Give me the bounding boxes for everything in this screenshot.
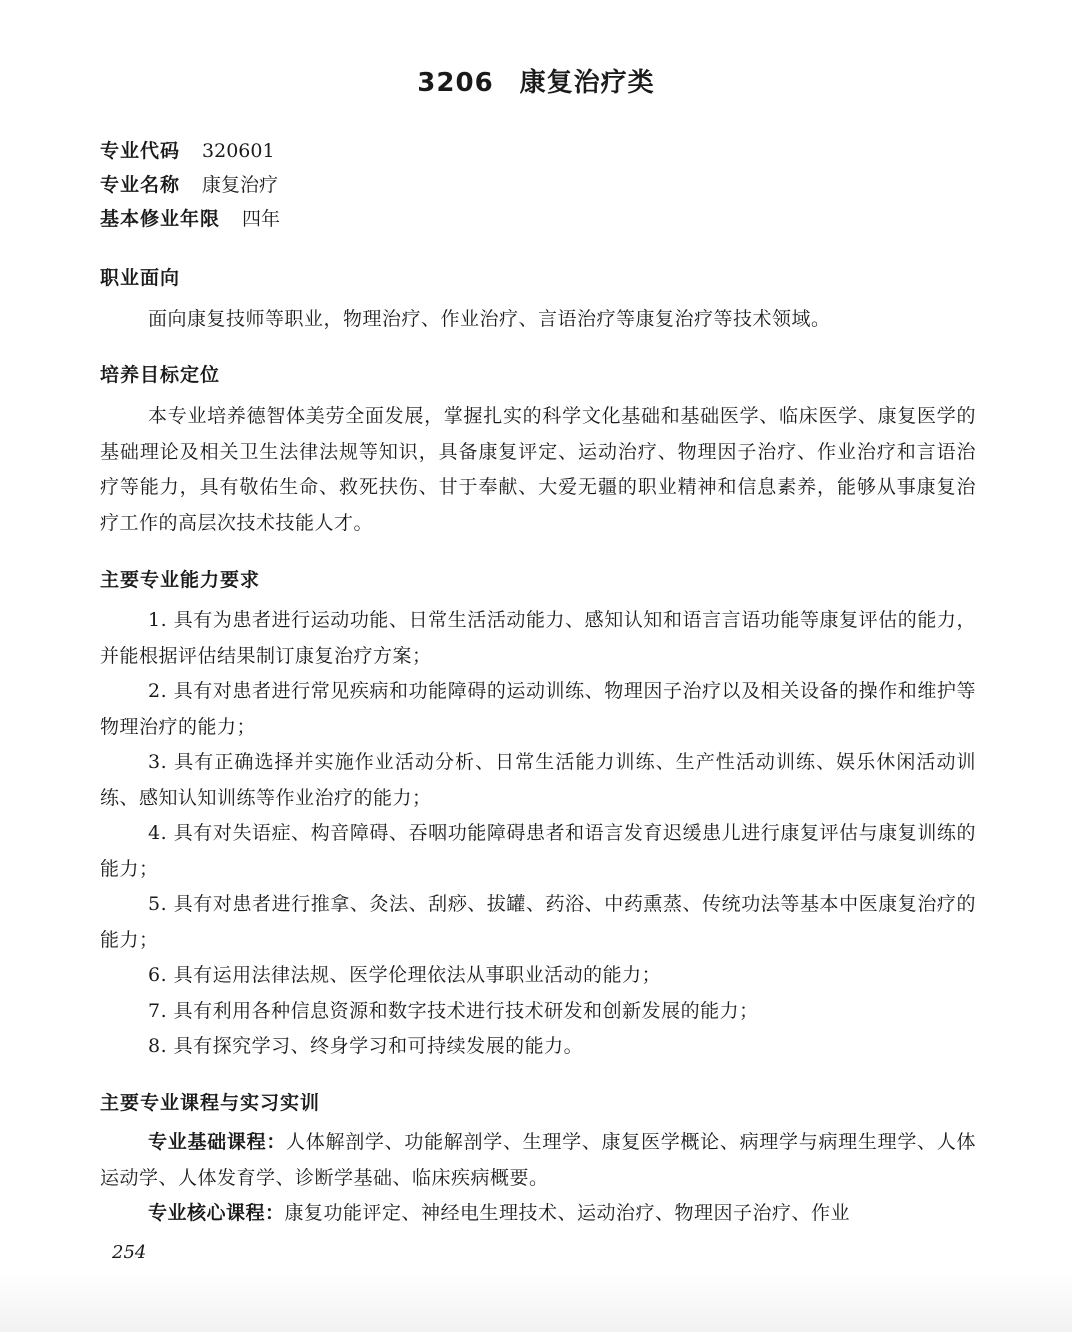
core-courses	[100, 1196, 976, 1232]
meta-value: 320601	[202, 140, 275, 162]
basic-courses-label: 专业基础课程：	[148, 1131, 287, 1153]
ability-item: 4. 具有对失语症、构音障碍、吞咽功能障碍患者和语言发育迟缓患儿进行康复评估与康复训练的能力；	[100, 822, 976, 880]
meta-key: 专业代码	[100, 140, 181, 162]
page-bottom-shadow	[0, 1272, 1072, 1332]
heading-career: 职业面向	[100, 267, 181, 289]
meta-row-name	[100, 168, 280, 202]
meta-block	[100, 134, 280, 236]
category-code: 3206	[417, 68, 494, 98]
basic-courses-text: 人体解剖学、功能解剖学、生理学、康复医学概论、病理学与病理生理学、人体运动学、人体发育学、诊断学基础、临床疾病概要。	[100, 1131, 976, 1189]
goal-text: 本专业培养德智体美劳全面发展，掌握扎实的科学文化基础和基础医学、临床医学、康复医学的基础理论及相关卫生法律法规等知识，具备康复评定、运动治疗、物理因子治疗、作业治疗和言语治疗等能力，具有敬佑生命、救死扶伤、甘于奉献、大爱无疆的职业精神和信息素养，能够从事康复治疗工作的高层次技术技能人才。	[100, 405, 976, 534]
ability-item: 8. 具有探究学习、终身学习和可持续发展的能力。	[148, 1035, 584, 1057]
ability-item: 5. 具有对患者进行推拿、灸法、刮痧、拔罐、药浴、中药熏蒸、传统功法等基本中医康复治疗的能力；	[100, 893, 976, 951]
ability-item: 6. 具有运用法律法规、医学伦理依法从事职业活动的能力；	[148, 964, 662, 986]
meta-key: 基本修业年限	[100, 208, 221, 230]
heading-abilities: 主要专业能力要求	[100, 569, 261, 591]
ability-item: 3. 具有正确选择并实施作业活动分析、日常生活能力训练、生产性活动训练、娱乐休闲活动训练、感知认知训练等作业治疗的能力；	[100, 751, 976, 809]
career-text: 面向康复技师等职业，物理治疗、作业治疗、言语治疗等康复治疗等技术领域。	[148, 308, 831, 330]
meta-value: 四年	[242, 208, 281, 230]
core-courses-label: 专业核心课程：	[148, 1202, 285, 1224]
meta-row-code	[100, 134, 280, 168]
page-number: 254	[112, 1242, 147, 1263]
basic-courses	[100, 1125, 976, 1196]
page-title	[0, 62, 1072, 99]
course-block	[100, 1125, 976, 1232]
meta-value: 康复治疗	[202, 174, 279, 196]
ability-item: 7. 具有利用各种信息资源和数字技术进行技术研发和创新发展的能力；	[148, 999, 759, 1022]
category-name: 康复治疗类	[519, 68, 655, 98]
meta-key: 专业名称	[100, 174, 181, 196]
ability-item: 1. 具有为患者进行运动功能、日常生活活动能力、感知认知和语言言语功能等康复评估的能力，并能根据评估结果制订康复治疗方案；	[100, 609, 976, 667]
heading-courses: 主要专业课程与实习实训	[100, 1092, 321, 1114]
heading-goal: 培养目标定位	[100, 364, 221, 386]
core-courses-text: 康复功能评定、神经电生理技术、运动治疗、物理因子治疗、作业	[284, 1202, 851, 1224]
ability-list	[100, 603, 976, 1065]
meta-row-duration	[100, 202, 280, 236]
ability-item: 2. 具有对患者进行常见疾病和功能障碍的运动训练、物理因子治疗以及相关设备的操作和维护等物理治疗的能力；	[100, 680, 976, 738]
